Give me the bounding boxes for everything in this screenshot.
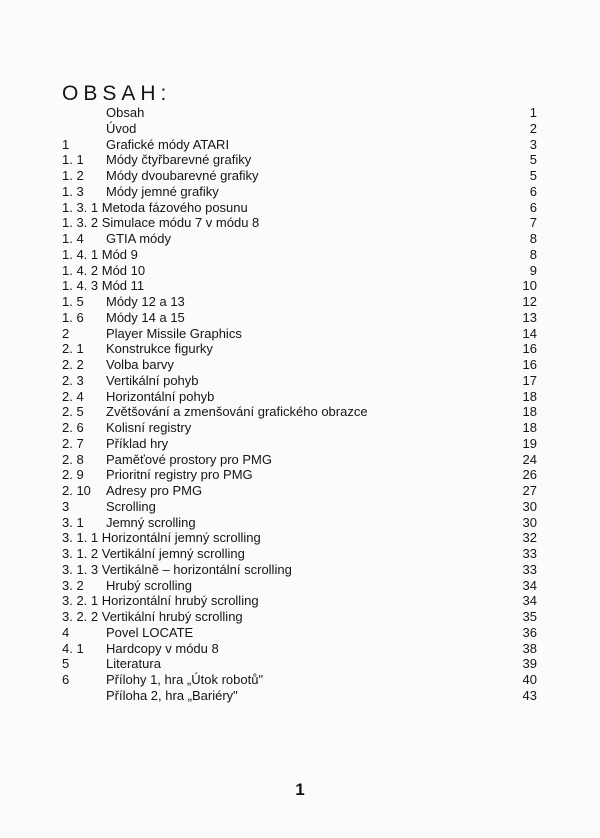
toc-entry-page: 9 <box>529 262 537 278</box>
toc-entry <box>62 688 540 704</box>
toc-entry-title: Hrubý scrolling <box>106 577 192 593</box>
toc-entry-number: 1. 2 <box>62 168 84 183</box>
toc-entry-page: 1 <box>529 105 537 120</box>
toc-entry-page: 36 <box>522 624 537 640</box>
toc-entry-number: 3. 1 <box>62 514 84 530</box>
toc-entry-title: Paměťové prostory pro PMG <box>106 451 272 467</box>
toc-entry <box>62 578 540 594</box>
toc-entry-number: 1. 6 <box>62 309 84 325</box>
toc-entry-page: 19 <box>522 435 537 451</box>
toc-entry-page: 38 <box>522 640 537 656</box>
toc-entry <box>62 168 540 184</box>
toc-entry-page: 16 <box>522 357 537 372</box>
toc-entry-title: 3. 2. 1 Horizontální hrubý scrolling <box>62 593 259 609</box>
toc-entry-page: 12 <box>522 294 537 309</box>
toc-entry-page: 6 <box>529 183 537 199</box>
toc-entry-title: 1. 4. 2 Mód 10 <box>62 262 146 278</box>
toc-entry-number: 6 <box>62 672 70 687</box>
toc-entry-title: 3. 2. 2 Vertikální hrubý scrolling <box>62 609 243 624</box>
toc-entry <box>62 215 540 231</box>
toc-entry-page: 18 <box>522 404 537 420</box>
toc-entry <box>62 562 540 578</box>
toc-entry-page: 8 <box>529 246 537 262</box>
toc-entry-number: 2. 6 <box>62 420 84 435</box>
toc-entry-title: Horizontální pohyb <box>106 388 215 404</box>
toc-entry-title: Vertikální pohyb <box>106 372 199 388</box>
toc-entry-page: 3 <box>529 136 537 152</box>
toc-entry-page: 32 <box>522 530 537 546</box>
toc-entry-title: Scrolling <box>106 498 156 514</box>
toc-entry-page: 40 <box>522 672 537 687</box>
toc-entry-page: 5 <box>529 152 537 168</box>
toc-entry-title: 3. 1. 2 Vertikální jemný scrolling <box>62 546 245 561</box>
page-number: 1 <box>295 780 305 799</box>
toc-entry-page: 18 <box>522 420 537 435</box>
toc-entry-title: Příklad hry <box>106 435 169 451</box>
toc-entry-page: 34 <box>522 577 537 593</box>
toc-entry <box>62 672 540 688</box>
toc-entry-page: 35 <box>522 609 537 624</box>
toc-entry-page: 16 <box>522 341 537 357</box>
toc-entry-number: 2. 7 <box>62 435 84 451</box>
toc-entry-title: Příloha 2, hra „Bariéry" <box>106 687 238 703</box>
toc-entry <box>62 105 540 121</box>
toc-entry <box>62 373 540 389</box>
toc-entry <box>62 326 540 342</box>
toc-entry <box>62 483 540 499</box>
toc-entry <box>62 467 540 483</box>
toc-entry-title: Hardcopy v módu 8 <box>106 640 219 656</box>
toc-entry-number: 2. 9 <box>62 467 84 483</box>
toc-entry-title: 1. 4. 1 Mód 9 <box>62 246 138 262</box>
toc-entry-title: Obsah <box>106 105 145 120</box>
toc-entry-number: 2 <box>62 325 70 341</box>
toc-entry <box>62 184 540 200</box>
toc-entry-number: 4. 1 <box>62 640 84 656</box>
toc-entry-title: Literatura <box>106 656 161 672</box>
toc-entry-title: Módy čtyřbarevné grafiky <box>106 152 252 168</box>
toc-entry-title: Módy 12 a 13 <box>106 294 185 309</box>
toc-entry-title: Zvětšování a zmenšování grafického obrazce <box>106 404 368 420</box>
toc-entry <box>62 452 540 468</box>
toc-entry-number: 1. 1 <box>62 152 84 168</box>
toc-entry-title: Módy 14 a 15 <box>106 309 185 325</box>
toc-entry <box>62 200 540 216</box>
toc-entry <box>62 593 540 609</box>
toc-entry <box>62 656 540 672</box>
toc-entry-number: 2. 5 <box>62 404 84 420</box>
toc-entry-page: 30 <box>522 514 537 530</box>
toc-entry-page: 8 <box>529 231 537 246</box>
toc-entry-number: 1 <box>62 136 70 152</box>
toc-entry-number: 3 <box>62 498 70 514</box>
toc-entry-page: 24 <box>522 451 537 467</box>
toc-entry <box>62 231 540 247</box>
toc-entry <box>62 625 540 641</box>
toc-entry-title: Kolisní registry <box>106 420 192 435</box>
toc-entry <box>62 263 540 279</box>
toc-entry <box>62 515 540 531</box>
toc-entry-page: 13 <box>522 309 537 325</box>
toc-entry-number: 2. 4 <box>62 388 84 404</box>
toc-entry-title: Přílohy 1, hra „Útok robotů" <box>106 672 264 687</box>
toc-entry-title: Povel LOCATE <box>106 624 194 640</box>
toc-entry <box>62 404 540 420</box>
toc-entry-page: 2 <box>529 120 537 136</box>
contents-heading: OBSAH: <box>62 82 172 105</box>
toc-entry <box>62 341 540 357</box>
table-of-contents <box>62 105 540 704</box>
toc-entry-number: 4 <box>62 624 70 640</box>
toc-entry-title: 3. 1. 1 Horizontální jemný scrolling <box>62 530 261 546</box>
toc-entry-page: 30 <box>522 498 537 514</box>
toc-entry-title: Jemný scrolling <box>106 514 196 530</box>
toc-entry-page: 10 <box>522 278 537 294</box>
toc-entry-number: 1. 5 <box>62 294 84 309</box>
toc-entry-number: 2. 10 <box>62 483 91 498</box>
toc-entry-title: Módy dvoubarevné grafiky <box>106 168 259 183</box>
toc-entry-title: 1. 3. 2 Simulace módu 7 v módu 8 <box>62 215 260 231</box>
toc-entry-page: 17 <box>522 372 537 388</box>
toc-entry-page: 18 <box>522 388 537 404</box>
toc-entry <box>62 278 540 294</box>
toc-entry <box>62 420 540 436</box>
toc-entry-number: 2. 8 <box>62 451 84 467</box>
toc-entry <box>62 546 540 562</box>
toc-entry-page: 7 <box>529 215 537 231</box>
toc-entry-page: 26 <box>522 467 537 483</box>
toc-entry-title: Konstrukce figurky <box>106 341 213 357</box>
toc-entry <box>62 310 540 326</box>
toc-entry-page: 27 <box>522 483 537 498</box>
toc-entry-page: 5 <box>529 168 537 183</box>
toc-entry-page: 14 <box>522 325 537 341</box>
toc-entry-page: 33 <box>522 561 537 577</box>
toc-entry-title: Prioritní registry pro PMG <box>106 467 253 483</box>
toc-entry-number: 2. 1 <box>62 341 84 357</box>
toc-entry-title: Módy jemné grafiky <box>106 183 219 199</box>
toc-entry-title: Volba barvy <box>106 357 174 372</box>
toc-entry-page: 43 <box>522 687 537 703</box>
toc-entry-title: 1. 3. 1 Metoda fázového posunu <box>62 199 248 215</box>
toc-entry-title: 3. 1. 3 Vertikálně – horizontální scrolling <box>62 561 292 577</box>
toc-entry <box>62 294 540 310</box>
toc-entry-page: 34 <box>522 593 537 609</box>
toc-entry-number: 2. 3 <box>62 372 84 388</box>
toc-entry <box>62 121 540 137</box>
toc-entry-page: 33 <box>522 546 537 561</box>
toc-entry-number: 2. 2 <box>62 357 84 372</box>
toc-entry-number: 5 <box>62 656 70 672</box>
toc-entry <box>62 137 540 153</box>
toc-entry <box>62 530 540 546</box>
toc-entry <box>62 499 540 515</box>
toc-entry <box>62 152 540 168</box>
toc-entry <box>62 641 540 657</box>
toc-entry-number: 3. 2 <box>62 577 84 593</box>
toc-entry <box>62 247 540 263</box>
toc-entry-title: Úvod <box>106 120 137 136</box>
toc-entry-number: 1. 4 <box>62 231 84 246</box>
toc-entry-title: Adresy pro PMG <box>106 483 203 498</box>
toc-entry-title: GTIA módy <box>106 231 172 246</box>
toc-entry-page: 39 <box>522 656 537 672</box>
toc-entry-page: 6 <box>529 199 537 215</box>
toc-entry-title: 1. 4. 3 Mód 11 <box>62 278 145 294</box>
toc-entry <box>62 436 540 452</box>
toc-entry <box>62 609 540 625</box>
toc-entry <box>62 389 540 405</box>
toc-entry <box>62 357 540 373</box>
toc-entry-title: Grafické módy ATARI <box>106 136 230 152</box>
toc-entry-title: Player Missile Graphics <box>106 325 242 341</box>
toc-entry-number: 1. 3 <box>62 183 84 199</box>
